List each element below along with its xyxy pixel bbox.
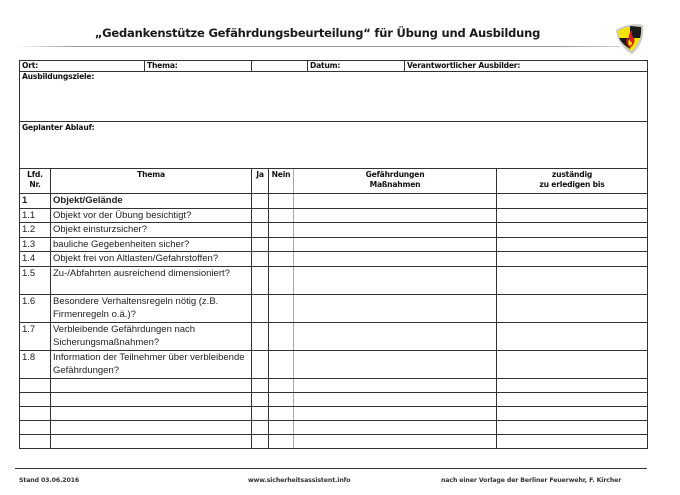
- row-number: 1: [20, 194, 51, 209]
- assessment-form-table: [19, 60, 648, 449]
- row-zustaendig-cell[interactable]: [497, 237, 648, 252]
- col-header-ja: Ja: [252, 169, 269, 194]
- table-header-row: [20, 169, 648, 194]
- row-number: 1.4: [20, 252, 51, 267]
- row-zustaendig-cell[interactable]: [497, 392, 648, 406]
- geplanter-ablauf-field[interactable]: Geplanter Ablauf:: [20, 122, 648, 169]
- col-header-gefaehrdungen: Gefährdungen Maßnahmen: [294, 169, 497, 194]
- row-gefaehrdungen-cell[interactable]: [294, 350, 497, 378]
- footer-website: www.sicherheitsassistent.info: [248, 477, 351, 484]
- row-gefaehrdungen-cell[interactable]: [294, 294, 497, 322]
- row-gefaehrdungen-cell[interactable]: [294, 378, 497, 392]
- row-number: 1.7: [20, 322, 51, 350]
- row-number: 1.1: [20, 208, 51, 223]
- row-zustaendig-cell[interactable]: [497, 322, 648, 350]
- row-nein-cell[interactable]: [269, 434, 294, 448]
- row-thema[interactable]: [51, 420, 252, 434]
- row-gefaehrdungen-cell[interactable]: [294, 420, 497, 434]
- empty-table-row: [20, 406, 648, 420]
- table-row: [20, 322, 648, 350]
- row-nein-cell[interactable]: [269, 420, 294, 434]
- table-row: [20, 266, 648, 294]
- row-nein-cell[interactable]: [269, 322, 294, 350]
- row-thema: Besondere Verhaltensregeln nötig (z.B. Firmenregeln o.ä.)?: [51, 294, 252, 322]
- row-ja-cell[interactable]: [252, 223, 269, 238]
- row-thema[interactable]: [51, 392, 252, 406]
- row-thema: Objekt einsturzsicher?: [51, 223, 252, 238]
- row-zustaendig-cell[interactable]: [497, 420, 648, 434]
- row-number: 1.5: [20, 266, 51, 294]
- row-zustaendig-cell[interactable]: [497, 378, 648, 392]
- row-nein-cell[interactable]: [269, 350, 294, 378]
- row-thema: Zu-/Abfahrten ausreichend dimensioniert?: [51, 266, 252, 294]
- row-number: 1.3: [20, 237, 51, 252]
- row-thema: Objekt vor der Übung besichtigt?: [51, 208, 252, 223]
- footer-stand: Stand 03.06.2016: [19, 477, 80, 484]
- empty-table-row: [20, 378, 648, 392]
- row-number[interactable]: [20, 434, 51, 448]
- row-zustaendig-cell[interactable]: [497, 208, 648, 223]
- row-nein-cell[interactable]: [269, 237, 294, 252]
- row-zustaendig-cell[interactable]: [497, 252, 648, 267]
- row-nein-cell[interactable]: [269, 208, 294, 223]
- table-row: [20, 350, 648, 378]
- row-gefaehrdungen-cell[interactable]: [294, 252, 497, 267]
- table-row: [20, 294, 648, 322]
- row-zustaendig-cell[interactable]: [497, 406, 648, 420]
- row-thema[interactable]: [51, 378, 252, 392]
- row-ja-cell[interactable]: [252, 392, 269, 406]
- ausbildungsziele-field[interactable]: Ausbildungsziele:: [20, 72, 648, 122]
- row-gefaehrdungen-cell[interactable]: [294, 406, 497, 420]
- row-nein-cell[interactable]: [269, 194, 294, 209]
- row-thema: Information der Teilnehmer über verbleibende Gefährdungen?: [51, 350, 252, 378]
- col-header-nr: Lfd. Nr.: [20, 169, 51, 194]
- col-header-thema: Thema: [51, 169, 252, 194]
- row-ja-cell[interactable]: [252, 434, 269, 448]
- row-nein-cell[interactable]: [269, 406, 294, 420]
- row-ja-cell[interactable]: [252, 322, 269, 350]
- row-ja-cell[interactable]: [252, 350, 269, 378]
- row-thema: bauliche Gegebenheiten sicher?: [51, 237, 252, 252]
- row-zustaendig-cell[interactable]: [497, 350, 648, 378]
- row-number[interactable]: [20, 378, 51, 392]
- row-nein-cell[interactable]: [269, 378, 294, 392]
- row-gefaehrdungen-cell[interactable]: [294, 392, 497, 406]
- row-zustaendig-cell[interactable]: [497, 194, 648, 209]
- row-ja-cell[interactable]: [252, 208, 269, 223]
- row-zustaendig-cell[interactable]: [497, 294, 648, 322]
- row-number[interactable]: [20, 392, 51, 406]
- row-nein-cell[interactable]: [269, 223, 294, 238]
- footer-divider: [15, 468, 647, 469]
- row-nein-cell[interactable]: [269, 266, 294, 294]
- row-ja-cell[interactable]: [252, 294, 269, 322]
- row-ja-cell[interactable]: [252, 406, 269, 420]
- row-gefaehrdungen-cell[interactable]: [294, 223, 497, 238]
- col-header-nein: Nein: [269, 169, 294, 194]
- row-zustaendig-cell[interactable]: [497, 266, 648, 294]
- empty-table-row: [20, 434, 648, 448]
- table-row: [20, 252, 648, 267]
- row-gefaehrdungen-cell[interactable]: [294, 208, 497, 223]
- row-gefaehrdungen-cell[interactable]: [294, 266, 497, 294]
- row-thema[interactable]: [51, 434, 252, 448]
- row-thema: Objekt/Gelände: [51, 194, 252, 209]
- row-gefaehrdungen-cell[interactable]: [294, 237, 497, 252]
- row-thema: Verbleibende Gefährdungen nach Sicherungsmaßnahmen?: [51, 322, 252, 350]
- table-row: [20, 237, 648, 252]
- title-divider: [15, 46, 620, 47]
- ort-field[interactable]: Ort:: [20, 61, 145, 71]
- row-ja-cell[interactable]: [252, 237, 269, 252]
- table-row: [20, 194, 648, 209]
- row-nein-cell[interactable]: [269, 252, 294, 267]
- row-nein-cell[interactable]: [269, 294, 294, 322]
- row-number: 1.2: [20, 223, 51, 238]
- thema-field[interactable]: Thema:: [147, 61, 178, 70]
- empty-table-row: [20, 392, 648, 406]
- document-title: „Gedankenstütze Gefährdungsbeurteilung“ für Übung und Ausbildung: [94, 26, 541, 40]
- row-number[interactable]: [20, 406, 51, 420]
- row-thema: Objekt frei von Altlasten/Gefahrstoffen?: [51, 252, 252, 267]
- row-ja-cell[interactable]: [252, 266, 269, 294]
- row-ja-cell[interactable]: [252, 378, 269, 392]
- datum-field[interactable]: Datum:: [307, 61, 404, 71]
- row-zustaendig-cell[interactable]: [497, 434, 648, 448]
- table-row: [20, 208, 648, 223]
- row-ja-cell[interactable]: [252, 252, 269, 267]
- empty-table-row: [20, 420, 648, 434]
- row-number[interactable]: [20, 420, 51, 434]
- row-zustaendig-cell[interactable]: [497, 223, 648, 238]
- row-gefaehrdungen-cell[interactable]: [294, 434, 497, 448]
- verantwortlicher-ausbilder-field[interactable]: Verantwortlicher Ausbilder:: [404, 61, 647, 71]
- row-gefaehrdungen-cell[interactable]: [294, 322, 497, 350]
- row-number: 1.8: [20, 350, 51, 378]
- row-gefaehrdungen-cell[interactable]: [294, 194, 497, 209]
- row-ja-cell[interactable]: [252, 420, 269, 434]
- fire-brigade-shield-icon: [612, 21, 646, 55]
- col-header-zustaendig: zuständig zu erledigen bis: [497, 169, 648, 194]
- footer-credit: nach einer Vorlage der Berliner Feuerwehr, F. Kircher: [441, 477, 622, 484]
- table-row: [20, 223, 648, 238]
- row-nein-cell[interactable]: [269, 392, 294, 406]
- row-ja-cell[interactable]: [252, 194, 269, 209]
- row-thema[interactable]: [51, 406, 252, 420]
- row-number: 1.6: [20, 294, 51, 322]
